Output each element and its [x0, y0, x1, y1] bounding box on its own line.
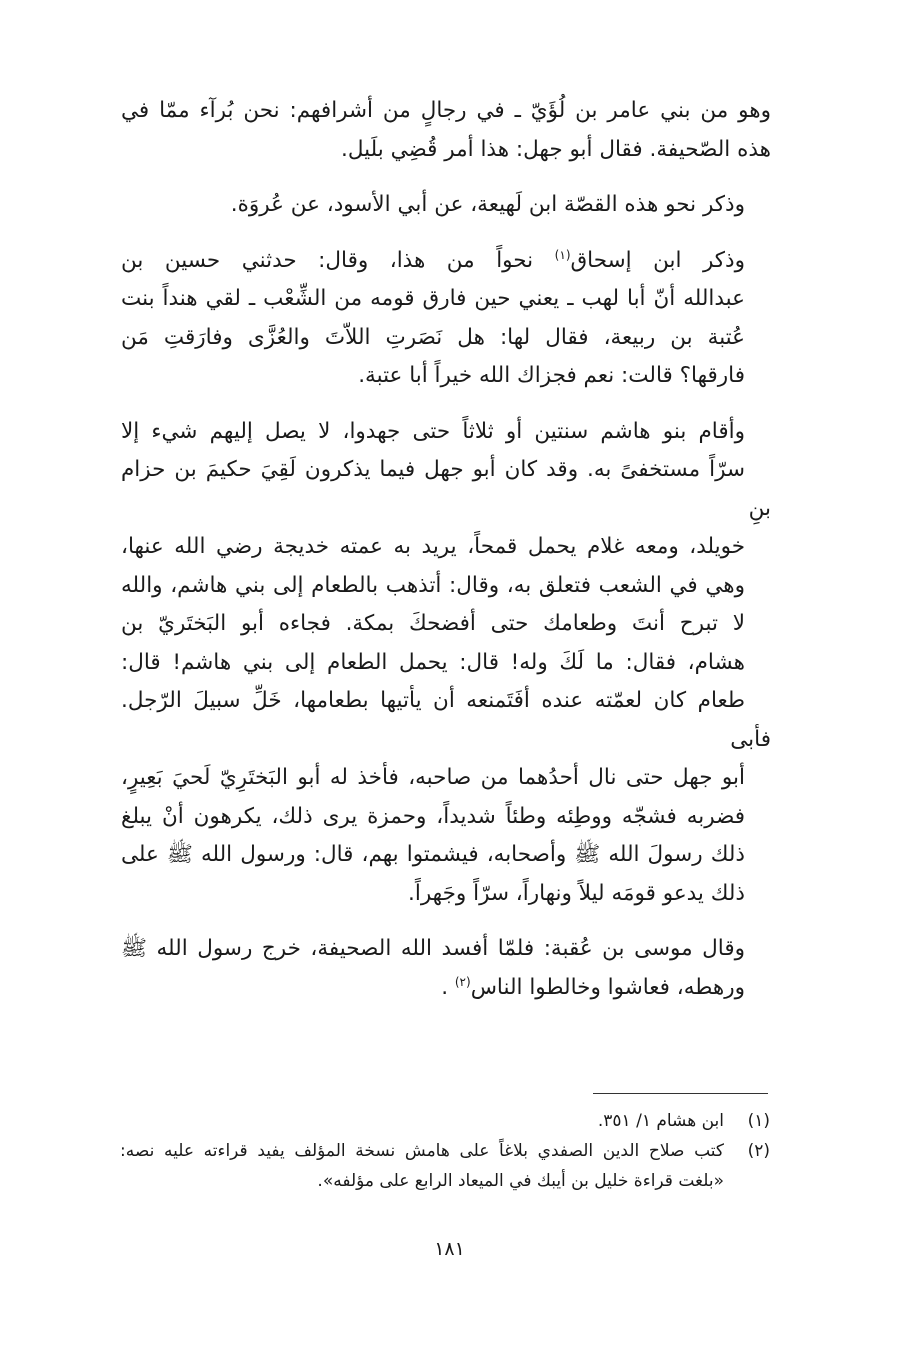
text-line: لا تبرح أنتَ وطعامك حتى أفضحكَ بمكة. فجاءه أبو البَختَريّ بن — [121, 611, 745, 636]
footnote-number: (٢) — [747, 1141, 770, 1161]
text-line: وهو من بني عامر بن لُؤَيّ ـ في رجالٍ من أشرافهم: نحن بُرآء ممّا في — [121, 98, 771, 123]
text-line: هذه الصّحيفة. فقال أبو جهل: هذا أمر قُضِي بلَيل. — [341, 136, 771, 162]
text-line: فضربه فشجّه ووطِئه وطئاً شديداً، وحمزة يرى ذلك، يكرهون أنْ يبلغ — [121, 803, 745, 829]
text-line: طعام كان لعمّته عنده أفَتَمنعه أن يأتيها بطعامها، خَلِّ سبيلَ الرّجل. فأبى — [121, 688, 771, 752]
text-line: فارقها؟ قالت: نعم فجزاك الله خيراً أبا عتبة. — [358, 363, 745, 388]
paragraph-3 — [121, 242, 771, 396]
text-line: أبو جهل حتى نال أحدُهما من صاحبه، فأخذ له أبو البَختَرِيّ لَحيَ بَعِيرٍ، — [121, 765, 745, 790]
text-line-with-footnote-ref — [121, 242, 771, 281]
main-text — [121, 92, 771, 1024]
paragraph-2 — [121, 186, 771, 225]
text-line-with-footnote-ref — [121, 969, 771, 1008]
text-line: وقال موسى بن عُقبة: فلمّا أفسد الله الصحيفة، خرج رسول الله ﷺ — [121, 936, 745, 961]
text-line: سرّاً مستخفىً به. وقد كان أبو جهل فيما يذكرون لَقِيَ حكيمَ بن حزام بنِ — [121, 457, 771, 521]
text-line: وذكر نحو هذه القصّة ابن لَهيعة، عن أبي الأسود، عن عُروَة. — [230, 192, 745, 217]
text-line: وهي في الشعب فتعلق به، وقال: أتذهب بالطعام إلى بني هاشم، والله — [121, 572, 745, 598]
text-line: عُتبة بن ربيعة، فقال لها: هل نَصَرتِ اللاّتَ والعُزَّى وفارَقتِ مَن — [121, 324, 745, 350]
footnote-text: ابن هشام ١/ ٣٥١. — [597, 1111, 724, 1131]
text-line: خويلد، ومعه غلام يحمل قمحاً، يريد به عمته خديجة رضي الله عنها، — [121, 534, 745, 559]
text-line: ذلك رسولَ الله ﷺ وأصحابه، فيشمتوا بهم، قال: ورسول الله ﷺ على — [121, 842, 745, 867]
footnote-ref-1[interactable]: (١) — [554, 247, 571, 262]
paragraph-1 — [121, 92, 771, 169]
text-segment: وذكر ابن إسحاق — [570, 247, 746, 273]
footnote-1 — [120, 1106, 770, 1136]
text-segment: . — [441, 974, 455, 1000]
page-number: ١٨١ — [434, 1238, 465, 1260]
text-segment: نحواً من هذا، وقال: حدثني حسين بن — [121, 247, 555, 273]
text-line: ذلك يدعو قومَه ليلاً ونهاراً، سرّاً وجَهراً. — [408, 880, 745, 906]
paragraph-4 — [121, 413, 771, 914]
text-line: وأقام بنو هاشم سنتين أو ثلاثاً حتى جهدوا، لا يصل إليهم شيء إلا — [121, 418, 745, 444]
footnote-ref-2[interactable]: (٢) — [454, 974, 471, 989]
paragraph-5 — [121, 930, 771, 1007]
text-segment: ورهطه، فعاشوا وخالطوا الناس — [470, 974, 745, 1000]
footnote-divider — [593, 1093, 768, 1094]
footnote-number: (١) — [747, 1111, 770, 1131]
footnote-text: كتب صلاح الدين الصفدي بلاغاً على هامش نسخة المؤلف يفيد قراءته عليه نصه: «بلغت قراءة خليل بن أيبك في الميعاد الرابع على مؤلفه». — [120, 1141, 724, 1191]
text-line: هشام، فقال: ما لَكَ وله! قال: يحمل الطعام إلى بني هاشم! قال: — [121, 649, 745, 675]
footnotes — [120, 1106, 770, 1196]
text-line: عبدالله أنّ أبا لهب ـ يعني حين فارق قومه من الشِّعْب ـ لقي هنداً بنت — [121, 286, 745, 311]
footnote-2 — [120, 1136, 770, 1196]
